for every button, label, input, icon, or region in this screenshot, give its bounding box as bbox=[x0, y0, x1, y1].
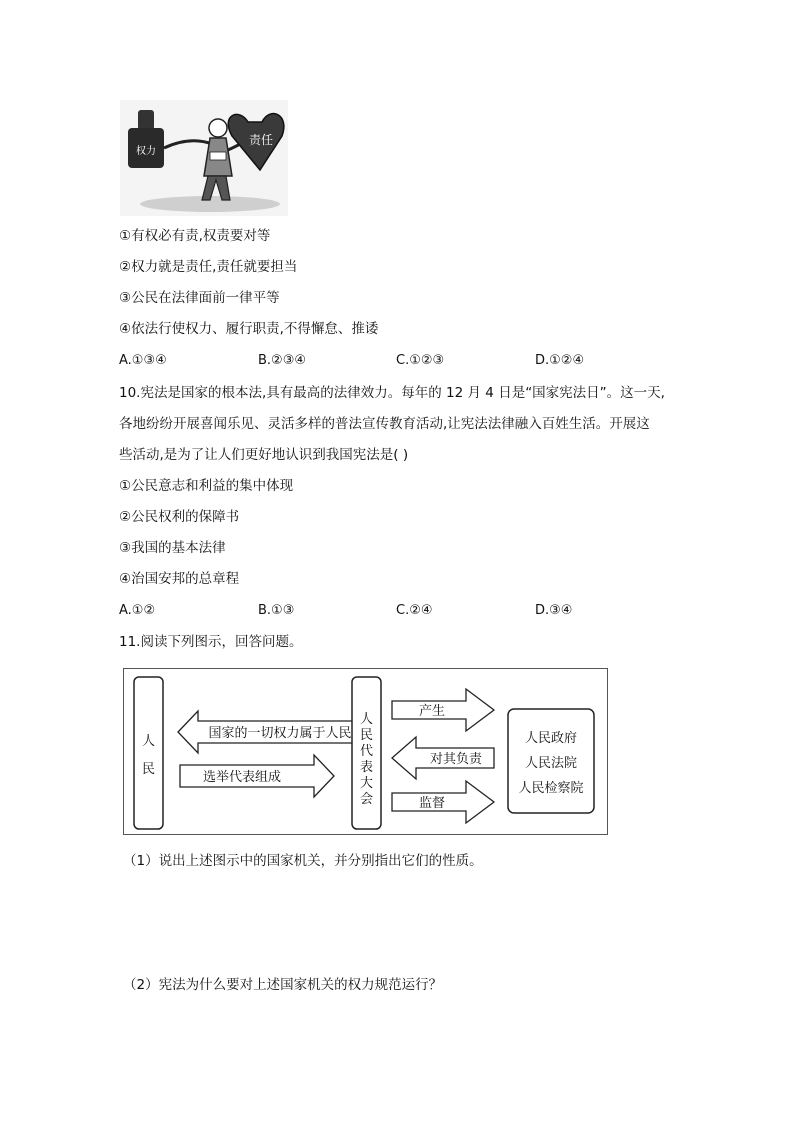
congress-char-1: 人 bbox=[359, 712, 374, 727]
power-weight bbox=[138, 110, 154, 130]
q10-stem-line-3: 些活动,是为了让人们更好地认识到我国宪法是( ) bbox=[119, 447, 409, 463]
organ-government: 人民政府 bbox=[524, 731, 578, 746]
q10-statement-2: ②公民权利的保障书 bbox=[119, 509, 240, 525]
q11-sub-question-1: （1）说出上述图示中的国家机关，并分别指出它们的性质。 bbox=[123, 853, 483, 869]
arrow-supervise-label: 监督 bbox=[418, 796, 446, 811]
q10-option-c: C.②④ bbox=[396, 603, 433, 618]
q9-statement-2: ②权力就是责任,责任就要担当 bbox=[119, 259, 298, 275]
q9-option-d: D.①②④ bbox=[535, 353, 585, 368]
responsibility-label: 责任 bbox=[248, 133, 274, 147]
congress-char-4: 表 bbox=[359, 760, 374, 775]
q10-option-d: D.③④ bbox=[535, 603, 573, 618]
arrow-responsible-label: 对其负责 bbox=[429, 752, 483, 767]
q9-statement-1: ①有权必有责,权责要对等 bbox=[119, 228, 271, 244]
arrow-produce-label: 产生 bbox=[418, 704, 446, 719]
congress-char-6: 会 bbox=[359, 792, 374, 807]
people-char-2: 民 bbox=[141, 762, 156, 777]
q9-option-b: B.②③④ bbox=[258, 353, 307, 368]
q10-stem-line-1: 10.宪法是国家的根本法,具有最高的法律效力。每年的 12 月 4 日是“国家宪法日”。这一天, bbox=[119, 385, 665, 401]
q9-option-c: C.①②③ bbox=[396, 353, 445, 368]
q10-statement-1: ①公民意志和利益的集中体现 bbox=[119, 478, 294, 494]
q10-option-b: B.①③ bbox=[258, 603, 295, 618]
q10-statement-4: ④治国安邦的总章程 bbox=[119, 571, 240, 587]
organ-procuratorate: 人民检察院 bbox=[518, 781, 584, 796]
q11-sub-question-2: （2）宪法为什么要对上述国家机关的权力规范运行？ bbox=[123, 977, 443, 993]
arrow-power-label: 国家的一切权力属于人民 bbox=[208, 726, 352, 741]
q9-statement-4: ④依法行使权力、履行职责,不得懈怠、推诿 bbox=[119, 321, 379, 337]
organ-court: 人民法院 bbox=[524, 756, 578, 771]
q10-stem-line-2: 各地纷纷开展喜闻乐见、灵活多样的普法宣传教育活动,让宪法法律融入百姓生活。开展这 bbox=[119, 416, 650, 432]
power-label: 权力 bbox=[136, 146, 156, 157]
q9-statement-3: ③公民在法律面前一律平等 bbox=[119, 290, 280, 306]
q9-option-a: A.①③④ bbox=[119, 353, 167, 368]
congress-char-5: 大 bbox=[359, 776, 374, 791]
q11-stem: 11.阅读下列图示，回答问题。 bbox=[119, 634, 303, 650]
congress-char-3: 代 bbox=[359, 744, 374, 759]
congress-char-2: 民 bbox=[359, 728, 374, 743]
people-char-1: 人 bbox=[141, 734, 156, 749]
q10-option-a: A.①② bbox=[119, 603, 156, 618]
power-responsibility-cartoon bbox=[120, 100, 288, 216]
people-box bbox=[134, 677, 163, 829]
q10-statement-3: ③我国的基本法律 bbox=[119, 540, 226, 556]
state-power-diagram bbox=[123, 668, 608, 835]
arrow-elect-label: 选举代表组成 bbox=[202, 770, 282, 785]
